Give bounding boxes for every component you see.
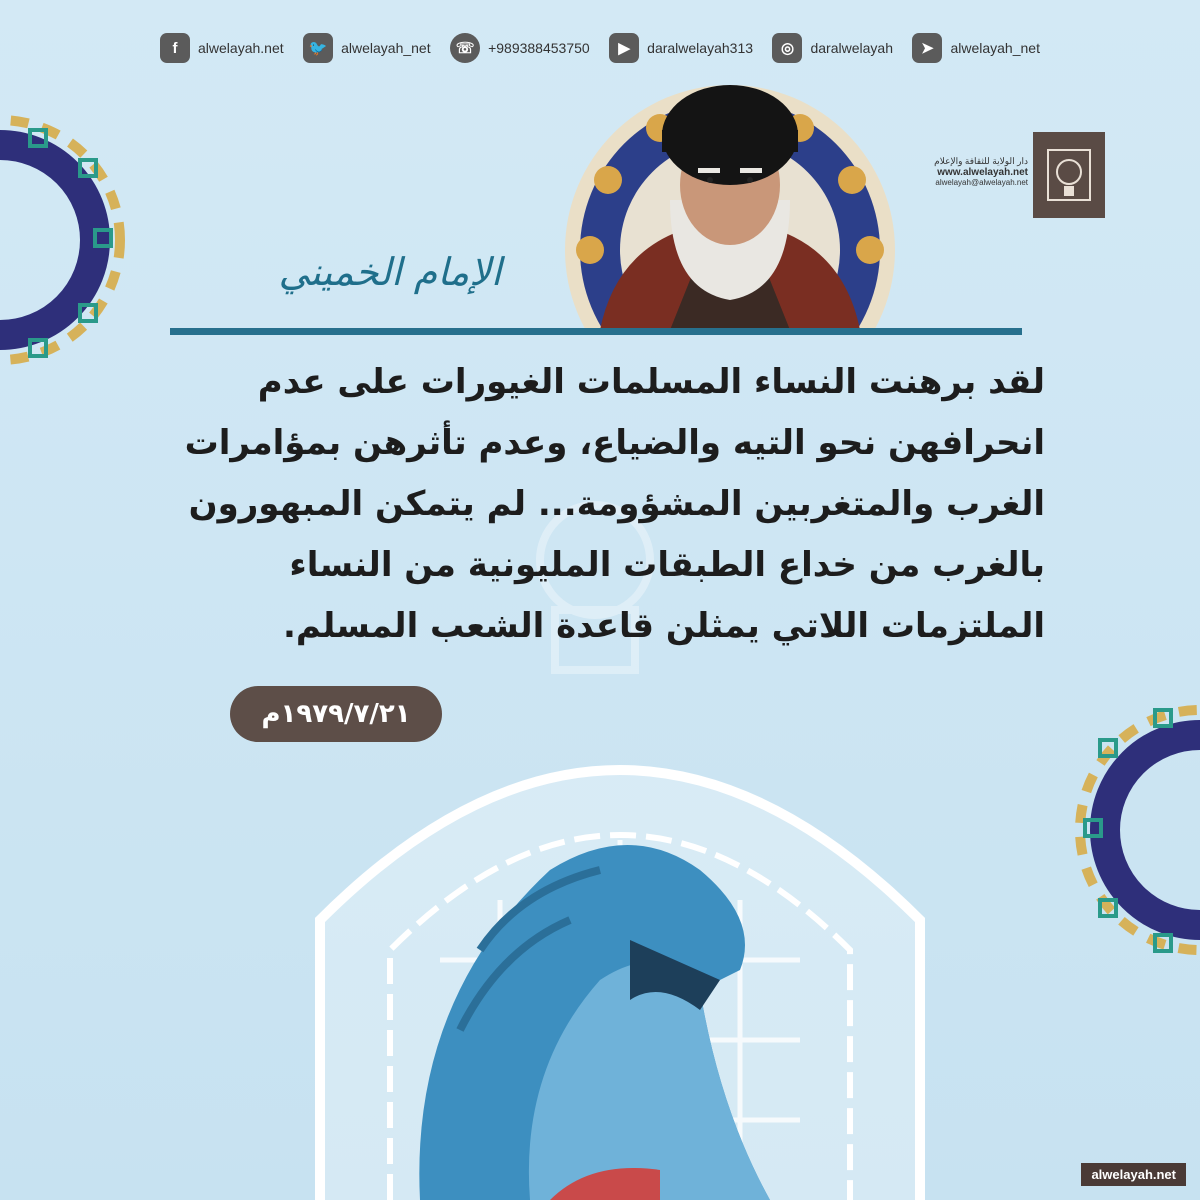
social-handle: daralwelayah <box>810 40 893 56</box>
logo-site: www.alwelayah.net <box>937 167 1028 178</box>
social-handle: alwelayah.net <box>198 40 284 56</box>
social-whatsapp[interactable] <box>450 33 590 63</box>
ornament-left <box>0 90 140 390</box>
social-twitter[interactable] <box>303 33 431 63</box>
social-telegram[interactable] <box>912 33 1040 63</box>
social-handle: +989388453750 <box>488 40 590 56</box>
logo-org: دار الولاية للثقافة والإعلام <box>934 156 1028 166</box>
social-youtube[interactable] <box>609 33 753 63</box>
date-badge: ١٩٧٩/٧/٢١م <box>230 686 442 742</box>
woman-illustration <box>300 830 820 1200</box>
social-handle: alwelayah_net <box>341 40 431 56</box>
logo-email: alwelayah@alwelayah.net <box>935 178 1028 187</box>
quote-text <box>150 352 1045 657</box>
logo-text <box>880 156 1028 187</box>
portrait-image <box>520 80 940 330</box>
quote-line: الغرب والمتغربين المشؤومة... لم يتمكن المبهورون <box>188 484 1045 524</box>
quote-line: لقد برهنت النساء المسلمات الغيورات على عدم <box>257 362 1045 402</box>
social-bar <box>160 28 1040 68</box>
facebook-icon: f <box>160 33 190 63</box>
telegram-icon: ➤ <box>912 33 942 63</box>
quote-line: بالغرب من خداع الطبقات المليونية من النساء <box>289 545 1045 585</box>
logo <box>1033 132 1105 218</box>
footer-site: alwelayah.net <box>1081 1163 1186 1186</box>
logo-emblem-icon <box>1044 144 1094 206</box>
quote-line: الملتزمات اللاتي يمثلن قاعدة الشعب المسلم. <box>282 606 1045 646</box>
divider <box>170 328 1022 335</box>
youtube-icon: ▶ <box>609 33 639 63</box>
ornament-right <box>1060 680 1200 980</box>
instagram-icon: ◎ <box>772 33 802 63</box>
page-title: الإمام الخميني <box>278 250 502 294</box>
social-facebook[interactable] <box>160 33 284 63</box>
social-instagram[interactable] <box>772 33 893 63</box>
social-handle: daralwelayah313 <box>647 40 754 56</box>
whatsapp-icon: ☏ <box>450 33 480 63</box>
social-handle: alwelayah_net <box>950 40 1040 56</box>
quote-line: انحرافهن نحو التيه والضياع، وعدم تأثرهن بمؤامرات <box>184 423 1045 463</box>
twitter-icon: 🐦 <box>303 33 333 63</box>
